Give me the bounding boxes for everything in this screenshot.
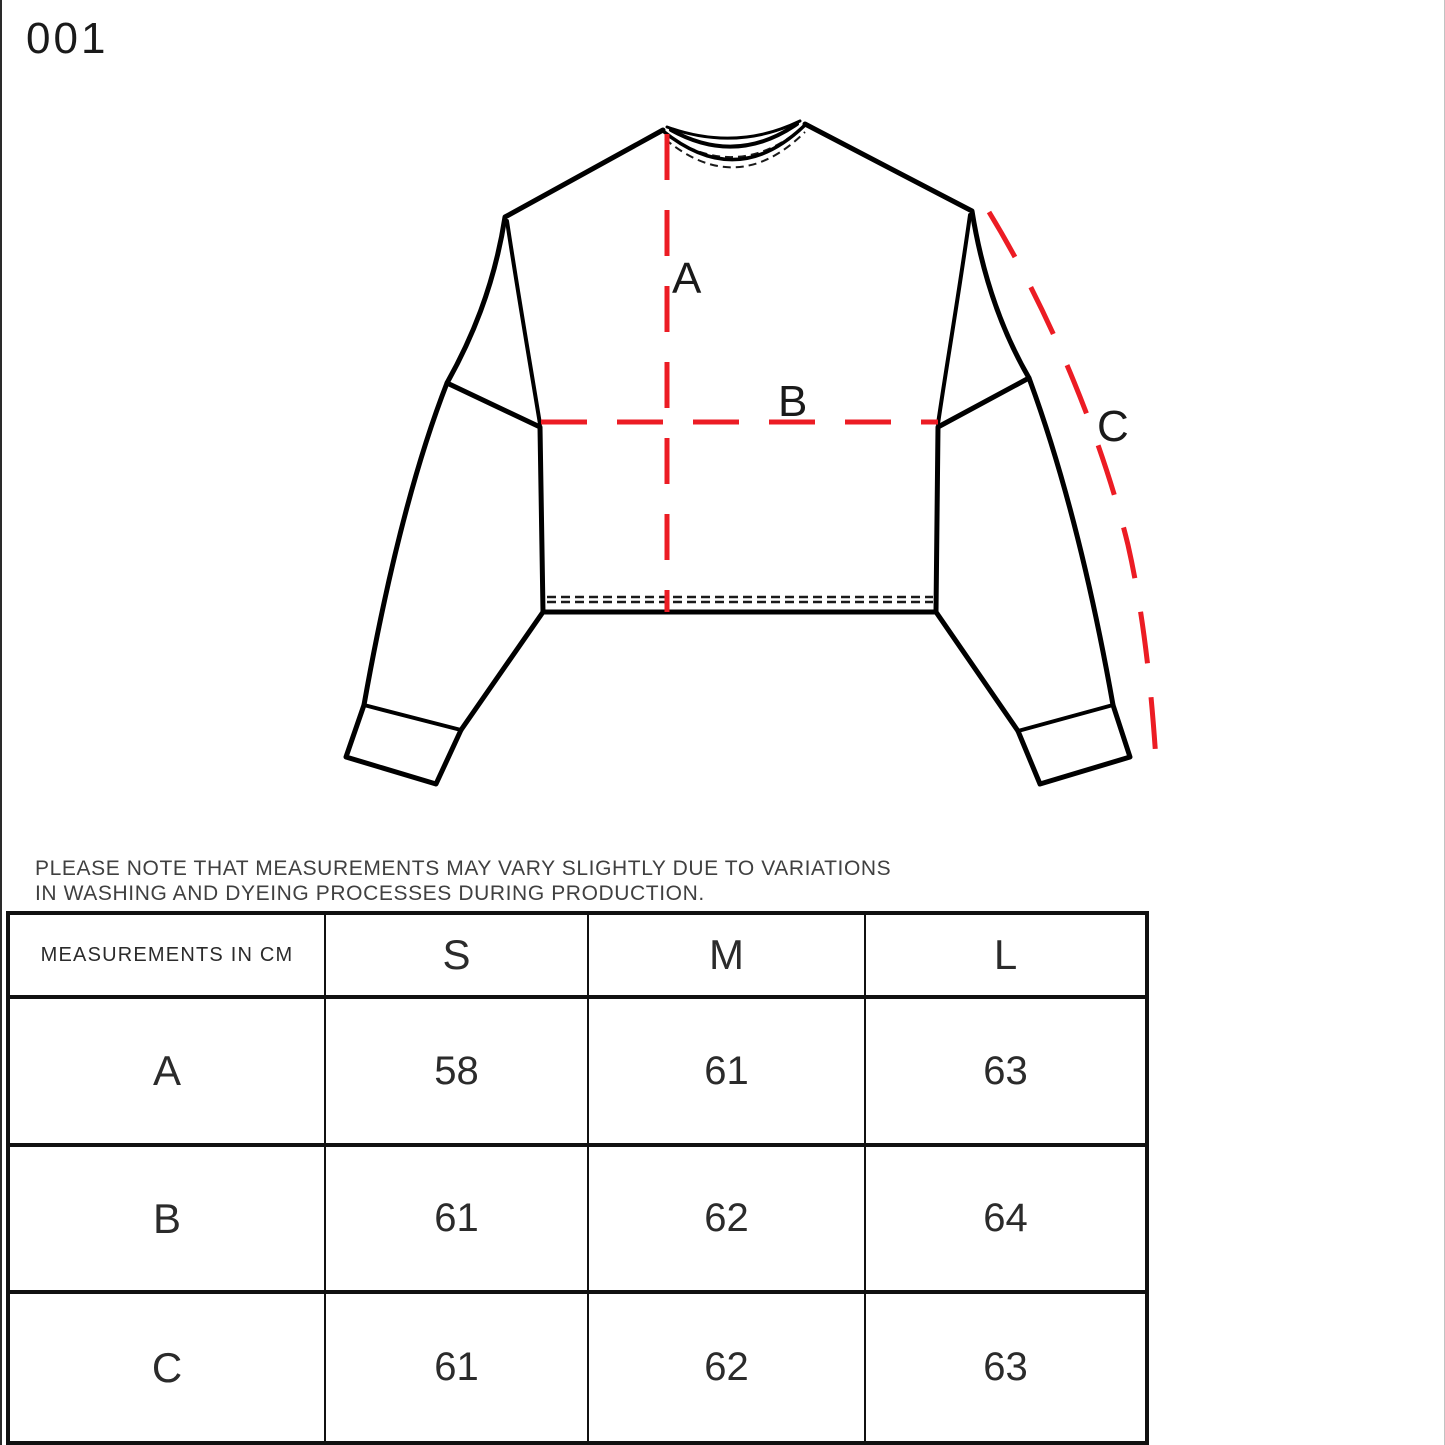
size-table-header-row [8,913,1147,997]
left-sleeve-inner-edge [461,612,543,730]
value-c-l: 63 [865,1292,1147,1443]
page-code: 001 [26,14,109,63]
row-label-a: A [8,997,325,1145]
size-header-s: S [325,913,588,997]
measure-label-a: A [672,254,702,303]
value-b-m: 62 [588,1145,865,1292]
right-cuff-seam [1018,705,1113,731]
value-c-s: 61 [325,1292,588,1443]
value-a-m: 61 [588,997,865,1145]
measure-label-b: B [778,377,808,426]
table-row [8,1292,1147,1443]
size-table [6,911,1149,1445]
value-c-m: 62 [588,1292,865,1443]
row-label-b: B [8,1145,325,1292]
size-header-m: M [588,913,865,997]
size-header-l: L [865,913,1147,997]
row-label-c: C [8,1292,325,1443]
table-row [8,997,1147,1145]
left-armhole-seam [507,221,540,424]
right-armhole-seam [938,215,970,424]
measure-label-c: C [1097,402,1129,451]
value-b-s: 61 [325,1145,588,1292]
left-sleeve-outer-edge [364,383,447,705]
table-row [8,1145,1147,1292]
value-b-l: 64 [865,1145,1147,1292]
value-a-l: 63 [865,997,1147,1145]
note-line-2: IN WASHING AND DYEING PROCESSES DURING PRODUCTION. [35,882,705,906]
note-text [35,856,935,906]
measurements-in-cm-label: MEASUREMENTS IN CM [8,913,325,997]
right-sleeve-inner-edge [936,612,1018,731]
value-a-s: 58 [325,997,588,1145]
garment-body-outline [447,124,1029,612]
measure-line-c [989,212,1156,760]
left-cuff-seam [364,705,461,730]
note-line-1: PLEASE NOTE THAT MEASUREMENTS MAY VARY SLIGHTLY DUE TO VARIATIONS [35,857,892,880]
